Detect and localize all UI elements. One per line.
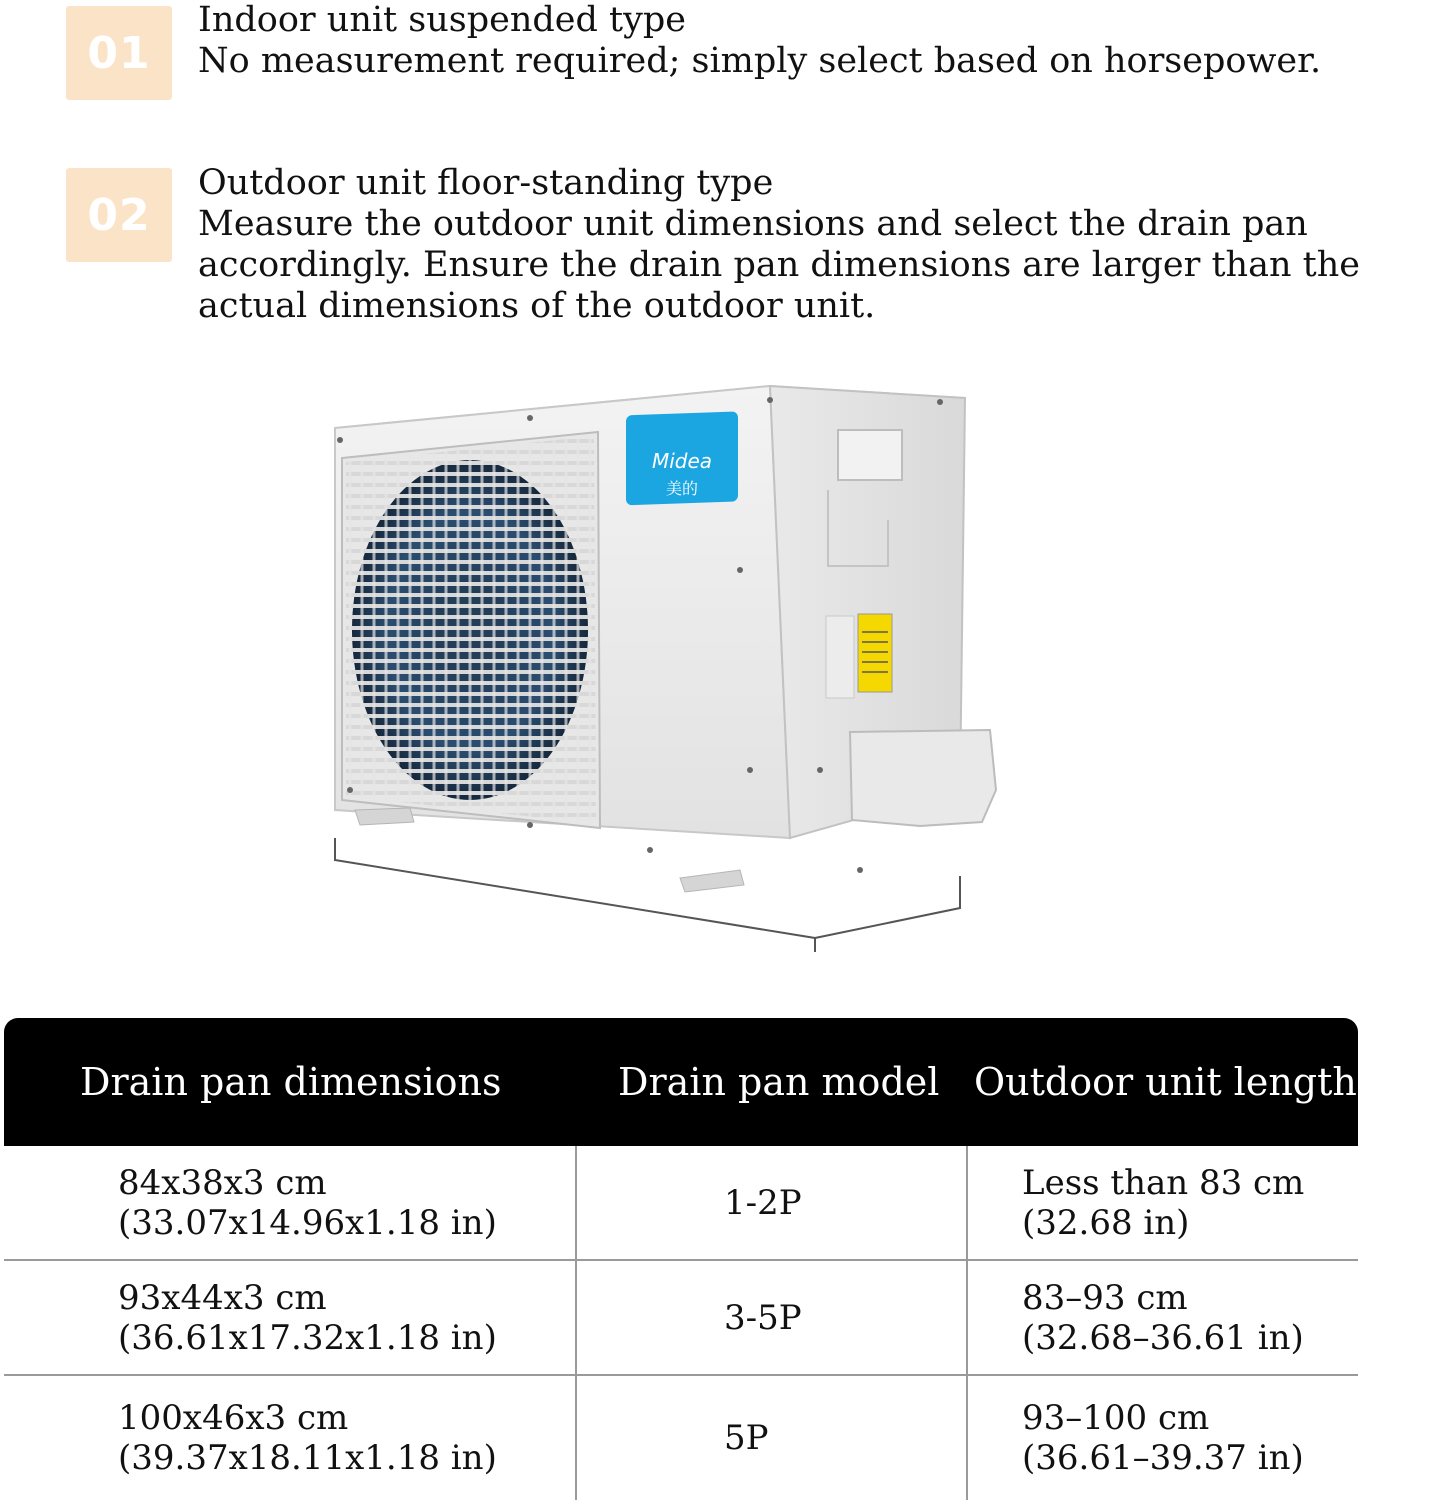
- length-cell: [1022, 1376, 1304, 1500]
- step-title: Outdoor unit floor-standing type: [198, 163, 774, 203]
- table-row: [4, 1146, 1358, 1261]
- step-description: [198, 163, 1433, 327]
- dimensions-in: (39.37x18.11x1.18 in): [118, 1438, 497, 1478]
- step-2: [66, 163, 1433, 333]
- dimensions-cm: 84x38x3 cm: [118, 1162, 327, 1203]
- step-description: [198, 0, 1433, 82]
- model-cell: 3-5P: [724, 1297, 802, 1338]
- length-cm: Less than 83 cm: [1022, 1162, 1305, 1203]
- table-row: [4, 1261, 1358, 1376]
- length-in: (32.68–36.61 in): [1022, 1317, 1304, 1358]
- dimensions-cm: 93x44x3 cm: [118, 1277, 327, 1318]
- brand-label: Midea: [651, 449, 713, 473]
- length-cm: 83–93 cm: [1022, 1277, 1188, 1318]
- step-number-badge: 02: [66, 168, 172, 262]
- column-divider: [575, 1146, 577, 1500]
- dimensions-cell: [118, 1261, 497, 1374]
- outdoor-unit-illustration: [320, 370, 1020, 970]
- dimensions-cm: 100x46x3 cm: [118, 1398, 349, 1438]
- dimensions-in: (33.07x14.96x1.18 in): [118, 1202, 497, 1243]
- dimensions-cell: [118, 1376, 497, 1500]
- column-divider: [966, 1146, 968, 1500]
- step-line: accordingly. Ensure the drain pan dimensions are larger than the: [198, 245, 1360, 285]
- length-cell: [1022, 1261, 1304, 1374]
- table-row: [4, 1376, 1358, 1500]
- model-cell: 5P: [724, 1418, 769, 1458]
- step-line: No measurement required; simply select based on horsepower.: [198, 41, 1322, 81]
- brand-label-zh: 美的: [665, 479, 699, 498]
- header-outdoor-unit-length: Outdoor unit length: [974, 1060, 1357, 1104]
- header-drain-pan-dimensions: Drain pan dimensions: [80, 1060, 502, 1104]
- step-line: actual dimensions of the outdoor unit.: [198, 286, 876, 326]
- outdoor-unit-image: [320, 370, 1020, 970]
- step-title: Indoor unit suspended type: [198, 0, 686, 40]
- length-in: (36.61–39.37 in): [1022, 1438, 1304, 1478]
- dimensions-cell: [118, 1146, 497, 1259]
- spec-table: [4, 1018, 1358, 1500]
- dimensions-in: (36.61x17.32x1.18 in): [118, 1317, 497, 1358]
- model-cell: 1-2P: [724, 1182, 802, 1223]
- step-number-badge: 01: [66, 6, 172, 100]
- length-cm: 93–100 cm: [1022, 1398, 1210, 1438]
- header-drain-pan-model: Drain pan model: [618, 1060, 940, 1104]
- step-line: Measure the outdoor unit dimensions and select the drain pan: [198, 204, 1308, 244]
- table-header: [4, 1018, 1358, 1146]
- step-1: [66, 0, 1433, 110]
- length-in: (32.68 in): [1022, 1202, 1190, 1243]
- length-cell: [1022, 1146, 1304, 1259]
